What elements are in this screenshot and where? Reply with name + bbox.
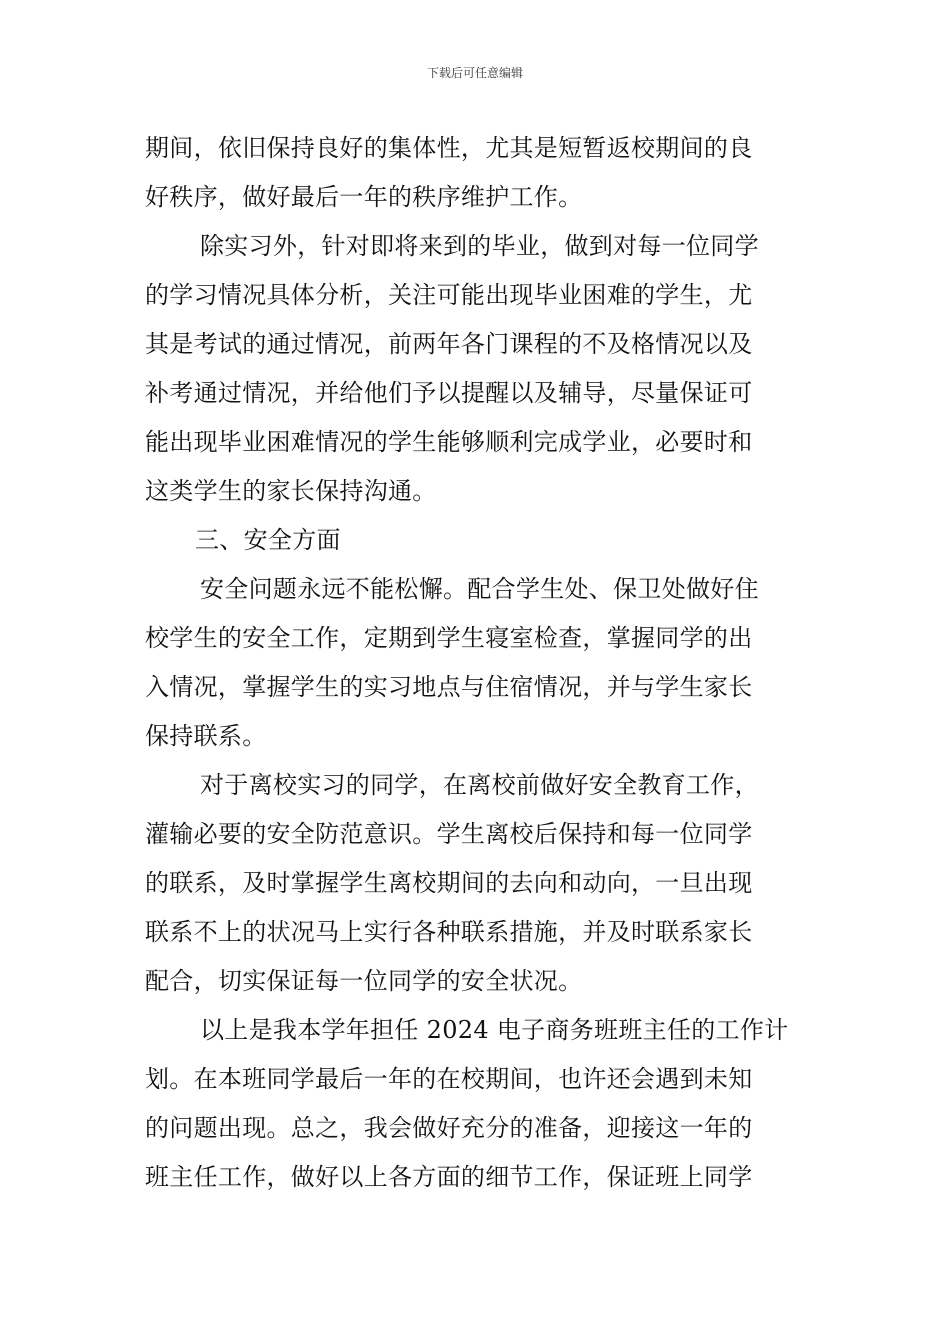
section-heading: 三、安全方面 (195, 526, 341, 554)
text-line: 的问题出现。总之，我会做好充分的准备，迎接这一年的 (145, 1114, 753, 1142)
text-line: 班主任工作，做好以上各方面的细节工作，保证班上同学 (145, 1163, 753, 1191)
text-line: 的联系，及时掌握学生离校期间的去向和动向，一旦出现 (145, 869, 753, 897)
text-line: 入情况，掌握学生的实习地点与住宿情况，并与学生家长 (145, 673, 753, 701)
text-line: 保持联系。 (145, 722, 267, 750)
text-line: 灌输必要的安全防范意识。学生离校后保持和每一位同学 (145, 820, 753, 848)
paragraph-start: 除实习外，针对即将来到的毕业，做到对每一位同学 (200, 232, 759, 260)
page-header: 下载后可任意编辑 (426, 66, 523, 80)
document-body (145, 124, 805, 1202)
text-line: 其是考试的通过情况，前两年各门课程的不及格情况以及 (145, 330, 753, 358)
paragraph-start: 以上是我本学年担任 2024 电子商务班班主任的工作计 (200, 1016, 789, 1044)
text-line: 期间，依旧保持良好的集体性，尤其是短暂返校期间的良 (145, 134, 753, 162)
text-line: 划。在本班同学最后一年的在校期间，也许还会遇到未知 (145, 1065, 753, 1093)
text-line: 补考通过情况，并给他们予以提醒以及辅导，尽量保证可 (145, 379, 753, 407)
text-line: 配合，切实保证每一位同学的安全状况。 (145, 967, 583, 995)
paragraph-start: 安全问题永远不能松懈。配合学生处、保卫处做好住 (200, 575, 759, 603)
paragraph-start: 对于离校实习的同学，在离校前做好安全教育工作， (200, 771, 759, 799)
text-line: 能出现毕业困难情况的学生能够顺利完成学业，必要时和 (145, 428, 753, 456)
text-line: 这类学生的家长保持沟通。 (145, 477, 437, 505)
text-line: 的学习情况具体分析，关注可能出现毕业困难的学生，尤 (145, 281, 753, 309)
text-line: 联系不上的状况马上实行各种联系措施，并及时联系家长 (145, 918, 753, 946)
text-line: 校学生的安全工作，定期到学生寝室检查，掌握同学的出 (145, 624, 753, 652)
text-line: 好秩序，做好最后一年的秩序维护工作。 (145, 183, 583, 211)
